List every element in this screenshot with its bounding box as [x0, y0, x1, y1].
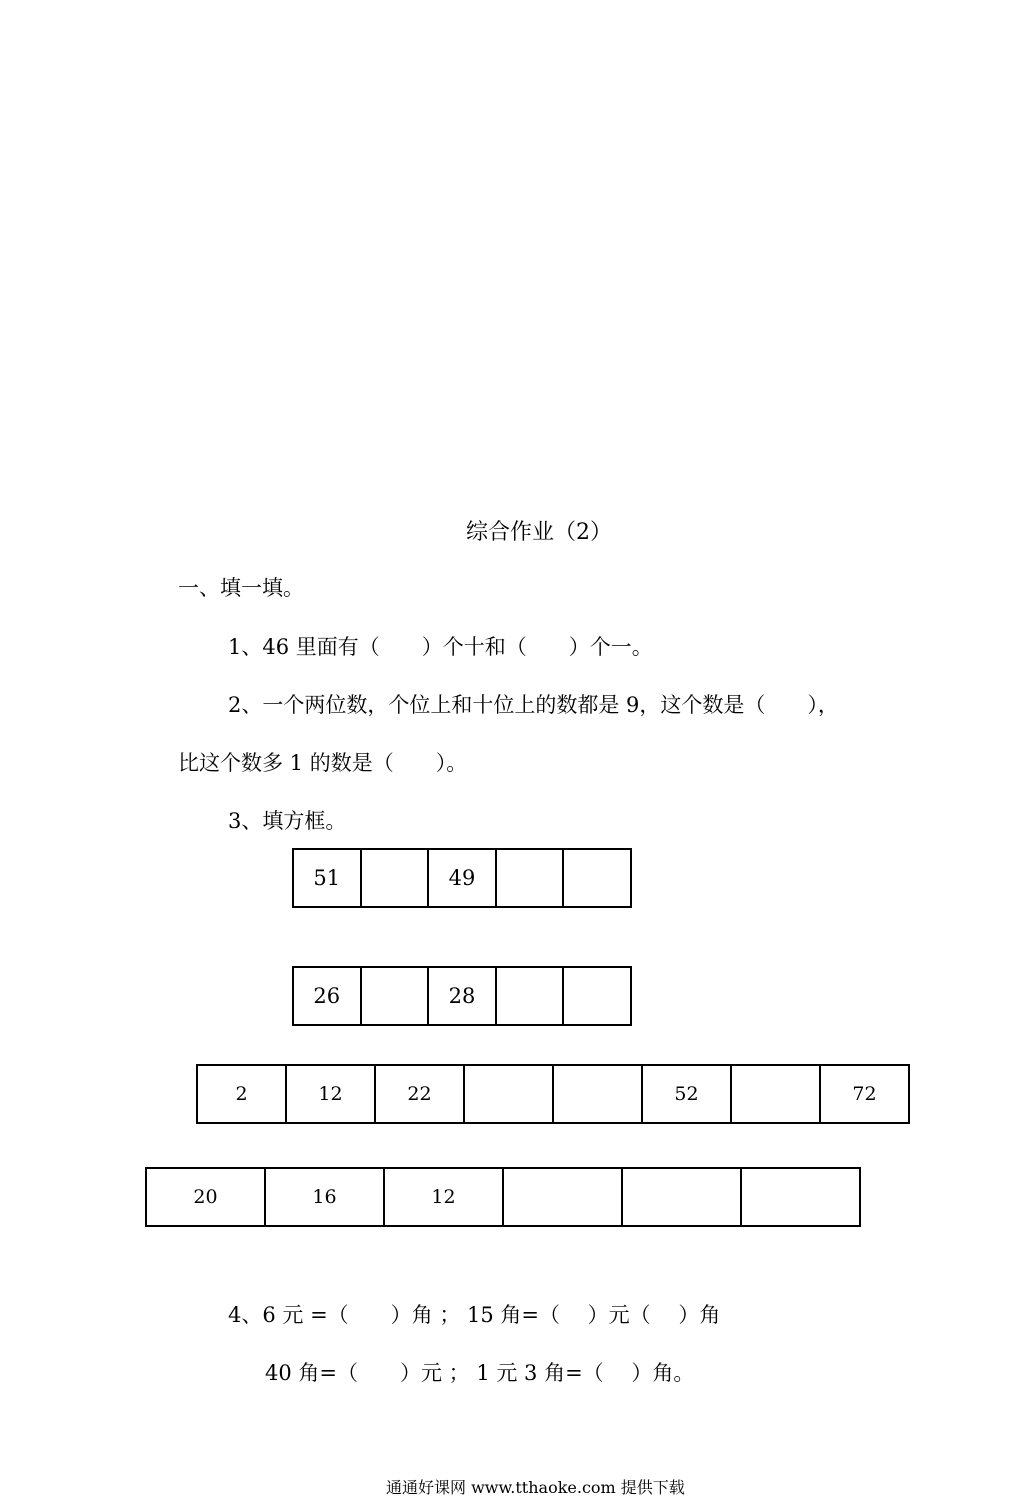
- footer-credit: 通通好课网 www.tthaoke.com 提供下载: [386, 1478, 685, 1497]
- question-2-line-1: 2、一个两位数，个位上和十位上的数都是 9，这个数是（ ），: [228, 693, 839, 717]
- box-cell[interactable]: [362, 966, 430, 1026]
- box-cell[interactable]: [623, 1167, 742, 1227]
- box-cell[interactable]: [742, 1167, 861, 1227]
- box-cell[interactable]: 51: [294, 848, 362, 908]
- box-cell[interactable]: [564, 848, 632, 908]
- box-cell[interactable]: 16: [266, 1167, 385, 1227]
- box-cell[interactable]: [732, 1064, 821, 1124]
- question-1: 1、46 里面有（ ）个十和（ ）个一。: [228, 635, 653, 659]
- box-cell[interactable]: 12: [287, 1064, 376, 1124]
- section-heading: 一、填一填。: [178, 576, 304, 600]
- box-cell[interactable]: 22: [376, 1064, 465, 1124]
- box-row-2: [292, 966, 632, 1026]
- box-cell[interactable]: 72: [821, 1064, 910, 1124]
- question-2-line-2: 比这个数多 1 的数是（ ）。: [178, 751, 468, 775]
- box-cell[interactable]: [554, 1064, 643, 1124]
- box-cell[interactable]: 12: [385, 1167, 504, 1227]
- box-cell[interactable]: 20: [147, 1167, 266, 1227]
- page-title: 综合作业（2）: [466, 520, 612, 545]
- question-4-line-1: 4、6 元 =（ ）角 ； 15 角=（ ）元（ ）角: [228, 1303, 721, 1327]
- box-row-3: [196, 1064, 910, 1124]
- box-cell[interactable]: [497, 848, 565, 908]
- box-cell[interactable]: 52: [643, 1064, 732, 1124]
- question-4-line-2: 40 角=（ ）元 ； 1 元 3 角=（ ）角。: [265, 1361, 695, 1385]
- box-row-4: [145, 1167, 861, 1227]
- box-cell[interactable]: 26: [294, 966, 362, 1026]
- box-cell[interactable]: [362, 848, 430, 908]
- box-cell[interactable]: [504, 1167, 623, 1227]
- question-3: 3、填方框。: [228, 809, 347, 833]
- box-cell[interactable]: 2: [198, 1064, 287, 1124]
- box-row-1: [292, 848, 632, 908]
- box-cell[interactable]: [497, 966, 565, 1026]
- box-cell[interactable]: [564, 966, 632, 1026]
- box-cell[interactable]: 28: [429, 966, 497, 1026]
- box-cell[interactable]: [465, 1064, 554, 1124]
- box-cell[interactable]: 49: [429, 848, 497, 908]
